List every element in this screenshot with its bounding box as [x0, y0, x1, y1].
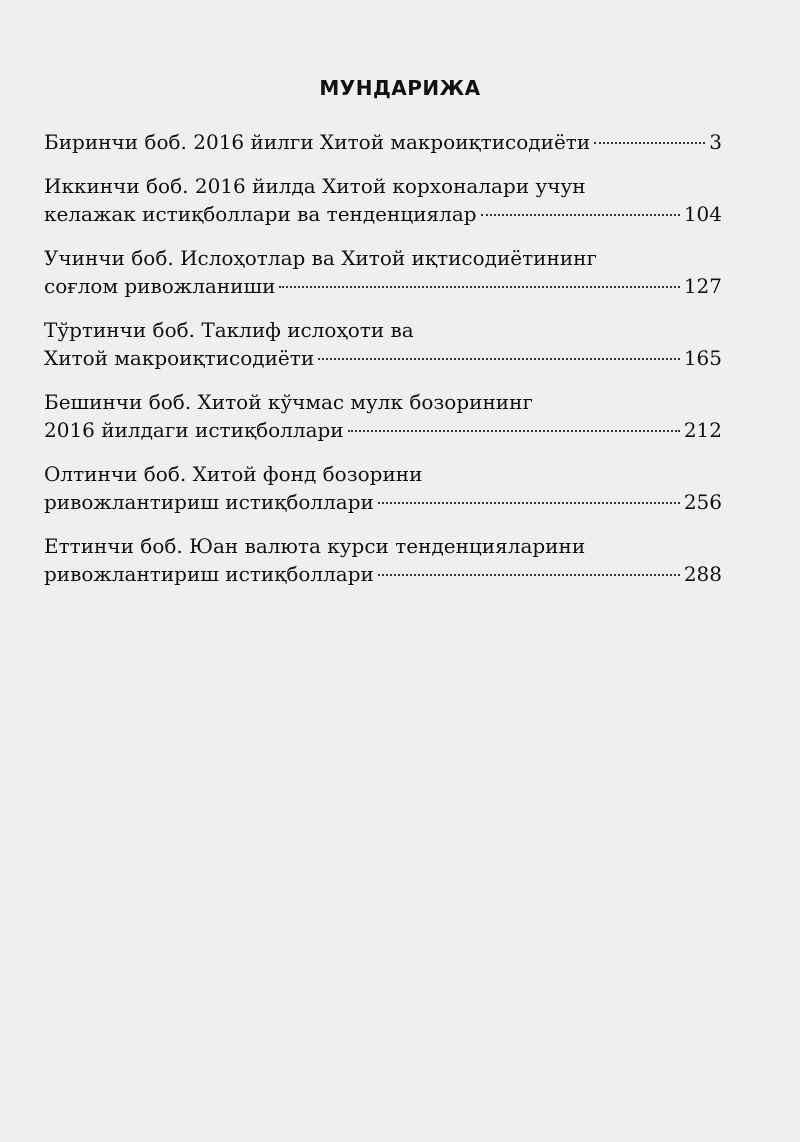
leader-dots: [348, 430, 680, 432]
toc-entry-title-line: соғлом ривожланиши: [44, 274, 276, 298]
toc-entry-title-line: Еттинчи боб. Юан валюта курси тенденцияларини: [44, 534, 586, 558]
table-of-contents: [44, 128, 722, 604]
toc-entry-title-line: ривожлантириш истиқболлари: [44, 490, 374, 514]
toc-entry-title-line: ривожлантириш истиқболлари: [44, 562, 374, 586]
toc-entry-title-line: Хитой макроиқтисодиёти: [44, 346, 315, 370]
leader-dots: [378, 502, 680, 504]
toc-entry-title-line: Олтинчи боб. Хитой фонд бозорини: [44, 462, 423, 486]
leader-dots: [279, 286, 679, 288]
toc-entry-title-line: Бешинчи боб. Хитой кўчмас мулк бозорининг: [44, 390, 533, 414]
toc-entry: [44, 460, 722, 516]
toc-page-number: 212: [683, 418, 722, 442]
toc-entry: [44, 172, 722, 228]
toc-entry: [44, 128, 722, 156]
page-title: МУНДАРИЖА: [319, 76, 481, 100]
toc-entry-title-line: Учинчи боб. Ислоҳотлар ва Хитой иқтисодиётининг: [44, 246, 597, 270]
toc-entry: [44, 388, 722, 444]
toc-entry-title-line: Иккинчи боб. 2016 йилда Хитой корхоналари учун: [44, 174, 586, 198]
leader-dots: [481, 214, 680, 216]
toc-page-number: 256: [683, 490, 722, 514]
leader-dots: [318, 358, 680, 360]
toc-page-number: 127: [683, 274, 722, 298]
leader-dots: [594, 142, 705, 144]
toc-entry: [44, 244, 722, 300]
toc-entry: [44, 532, 722, 588]
toc-page-number: 3: [709, 130, 722, 154]
toc-entry-title-line: Тўртинчи боб. Таклиф ислоҳоти ва: [44, 318, 414, 342]
toc-page-number: 104: [683, 202, 722, 226]
leader-dots: [378, 574, 680, 576]
toc-entry-title-line: 2016 йилдаги истиқболлари: [44, 418, 344, 442]
toc-entry-title-line: келажак истиқболлари ва тенденциялар: [44, 202, 477, 226]
toc-page-number: 288: [683, 562, 722, 586]
toc-entry: [44, 316, 722, 372]
toc-page-number: 165: [683, 346, 722, 370]
toc-entry-title-line: Биринчи боб. 2016 йилги Хитой макроиқтисодиёти: [44, 130, 591, 154]
